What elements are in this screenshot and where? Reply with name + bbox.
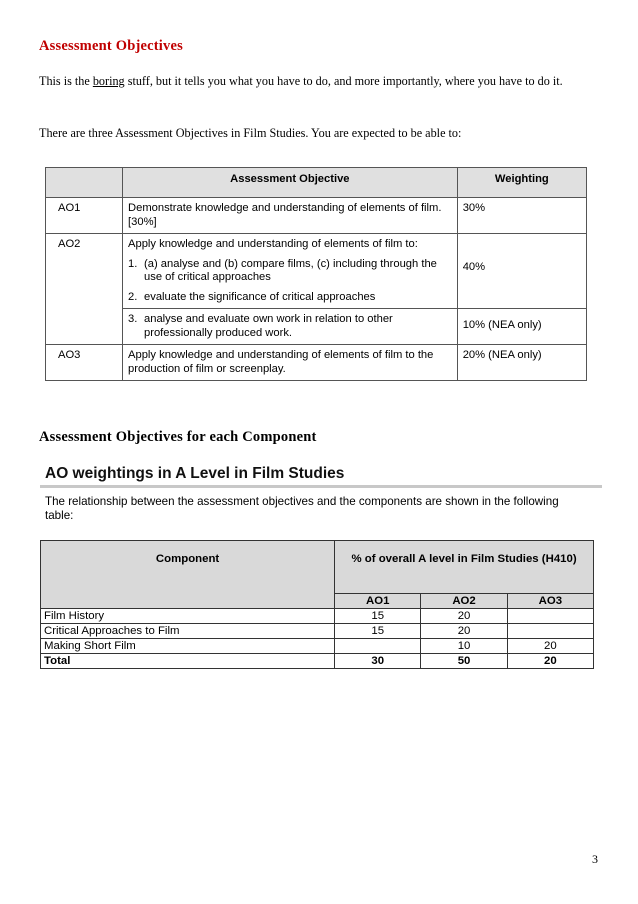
table-row-ao2-nea bbox=[46, 309, 587, 345]
ao2-item-1: 1. (a) analyse and (b) compare films, (c) including through the use of critical approaches bbox=[128, 257, 437, 283]
ao3-description: Apply knowledge and understanding of elements of film to the production of film or screenplay. bbox=[123, 345, 458, 381]
table-row bbox=[41, 624, 594, 639]
header-ao2: AO2 bbox=[421, 594, 507, 609]
section-heading-components: Assessment Objectives for each Component bbox=[39, 429, 317, 445]
ao2-value: 20 bbox=[421, 609, 507, 624]
section-heading-assessment-objectives: Assessment Objectives bbox=[39, 38, 183, 54]
header-assessment-objective: Assessment Objective bbox=[123, 168, 458, 198]
header-blank-cell bbox=[46, 168, 123, 198]
component-name: Total bbox=[41, 654, 335, 669]
ao1-value: 15 bbox=[335, 609, 421, 624]
ao2-code: AO2 bbox=[46, 234, 123, 345]
ao2-value: 10 bbox=[421, 639, 507, 654]
ao1-description: Demonstrate knowledge and understanding of elements of film. [30%] bbox=[123, 198, 458, 234]
table-row-ao3 bbox=[46, 345, 587, 381]
ao1-value: 30 bbox=[335, 654, 421, 669]
page-number: 3 bbox=[592, 852, 598, 866]
ao2-item-2: 2. evaluate the significance of critical approaches bbox=[128, 290, 376, 303]
table-row bbox=[41, 639, 594, 654]
table-row bbox=[41, 609, 594, 624]
assessment-objectives-table bbox=[45, 167, 587, 381]
header-percent-overall: % of overall A level in Film Studies (H410) bbox=[335, 541, 594, 594]
intro-text-end: stuff, but it tells you what you have to do, and more importantly, where you have to do it. bbox=[124, 74, 563, 88]
table-header-row bbox=[46, 168, 587, 198]
ao2-value: 20 bbox=[421, 624, 507, 639]
ao1-weighting: 30% bbox=[457, 198, 586, 234]
header-weighting: Weighting bbox=[457, 168, 586, 198]
table-row-total bbox=[41, 654, 594, 669]
table-row-ao2 bbox=[46, 234, 587, 309]
header-ao1: AO1 bbox=[335, 594, 421, 609]
title-underline-divider bbox=[40, 485, 602, 488]
weightings-description: The relationship between the assessment objectives and the components are shown in the following table: bbox=[45, 495, 559, 522]
intro-text-start: This is the bbox=[39, 74, 93, 88]
ao1-value: 15 bbox=[335, 624, 421, 639]
intro-underlined-word: boring bbox=[92, 74, 125, 88]
ao3-value: 20 bbox=[507, 639, 593, 654]
component-weightings-table bbox=[40, 540, 594, 669]
header-component: Component bbox=[41, 541, 335, 609]
component-name: Film History bbox=[41, 609, 335, 624]
ao3-code: AO3 bbox=[46, 345, 123, 381]
table-header-row bbox=[41, 541, 594, 594]
ao3-value bbox=[507, 609, 593, 624]
header-ao3: AO3 bbox=[507, 594, 593, 609]
ao3-value bbox=[507, 624, 593, 639]
ao3-value: 20 bbox=[507, 654, 593, 669]
ao2-item-3: 3. analyse and evaluate own work in relation to other professionally produced work. bbox=[123, 309, 458, 345]
component-name: Making Short Film bbox=[41, 639, 335, 654]
ao2-value: 50 bbox=[421, 654, 507, 669]
intro-paragraph bbox=[39, 73, 599, 91]
ao1-code: AO1 bbox=[46, 198, 123, 234]
ao3-weighting: 20% (NEA only) bbox=[457, 345, 586, 381]
component-name: Critical Approaches to Film bbox=[41, 624, 335, 639]
weightings-title: AO weightings in A Level in Film Studies bbox=[45, 465, 345, 482]
ao2-weighting-b: 10% (NEA only) bbox=[457, 309, 586, 345]
ao2-intro: Apply knowledge and understanding of elements of film to: bbox=[128, 238, 418, 250]
ao1-value bbox=[335, 639, 421, 654]
table-row-ao1 bbox=[46, 198, 587, 234]
ao2-weighting-a: 40% bbox=[457, 234, 586, 309]
ao2-description bbox=[123, 234, 458, 309]
intro-paragraph-2: There are three Assessment Objectives in Film Studies. You are expected to be able to: bbox=[39, 126, 462, 140]
